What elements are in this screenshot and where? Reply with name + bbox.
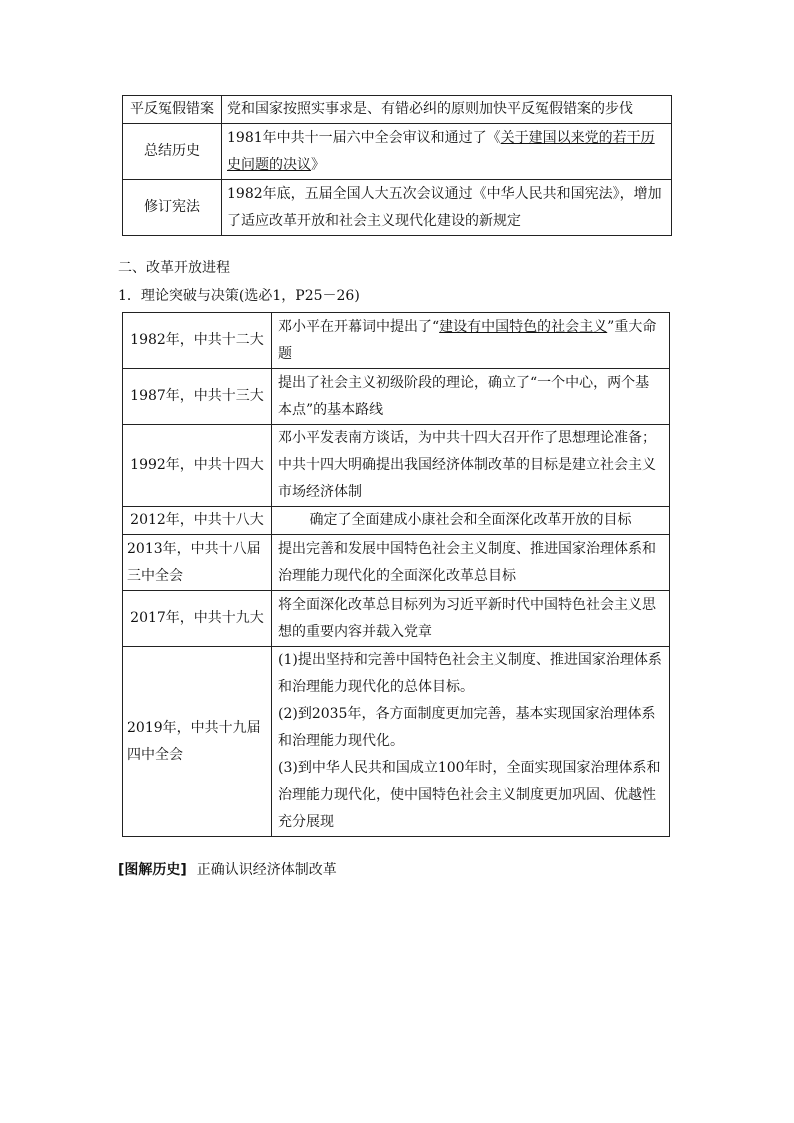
table-row	[123, 124, 672, 180]
table-key-cell: 2017年，中共十九大	[123, 591, 272, 647]
value-text: 》	[311, 156, 325, 173]
underlined-document-title: 关于建国以来党的若干历史问题的决议	[227, 129, 655, 173]
table-row	[123, 535, 670, 591]
table-key-cell: 2019年，中共十九届四中全会	[123, 647, 272, 837]
value-text: ”重大命题	[278, 318, 657, 362]
table-value-cell: 确定了全面建成小康社会和全面深化改革开放的目标	[272, 507, 670, 535]
table-row	[123, 369, 670, 425]
table-value-cell: 将全面深化改革总目标列为习近平新时代中国特色社会主义思想的重要内容并载入党章	[272, 591, 670, 647]
table-key-cell: 总结历史	[123, 124, 222, 180]
table-key-cell: 修订宪法	[123, 180, 222, 236]
list-item: (1)提出坚持和完善中国特色社会主义制度、推进国家治理体系和治理能力现代化的总体目标。	[278, 652, 662, 695]
table-value-cell: 党和国家按照实事求是、有错必纠的原则加快平反冤假错案的步伐	[222, 96, 672, 124]
table-value-cell	[272, 647, 670, 837]
table-value-cell: 1982年底，五届全国人大五次会议通过《中华人民共和国宪法》，增加了适应改革开放和社会主义现代化建设的新规定	[222, 180, 672, 236]
table-value-cell: 提出了社会主义初级阶段的理论，确立了“一个中心，两个基本点”的基本路线	[272, 369, 670, 425]
reform-measures-table	[122, 95, 672, 236]
table-key-cell: 1987年，中共十三大	[123, 369, 272, 425]
section-title: 正确认识经济体制改革	[196, 862, 337, 878]
table-row	[123, 96, 672, 124]
underlined-phrase: 建设有中国特色的社会主义	[439, 318, 608, 335]
value-text: 邓小平在开幕词中提出了“	[278, 318, 440, 335]
section-tag: [图解历史]	[118, 862, 187, 878]
table-key-cell: 平反冤假错案	[123, 96, 222, 124]
table-key-cell: 2012年，中共十八大	[123, 507, 272, 535]
table-key-cell: 2013年，中共十八届三中全会	[123, 535, 272, 591]
table-row	[123, 313, 670, 369]
list-item: (2)到2035年，各方面制度更加完善，基本实现国家治理体系和治理能力现代化。	[278, 706, 656, 749]
table-key-cell: 1982年，中共十二大	[123, 313, 272, 369]
table-value-cell	[222, 124, 672, 180]
sub-heading: 1．理论突破与决策(选必1，P25－26)	[118, 288, 360, 304]
table-row	[123, 591, 670, 647]
table-value-cell: 邓小平发表南方谈话，为中共十四大召开作了思想理论准备；中共十四大明确提出我国经济体制改革的目标是建立社会主义市场经济体制	[272, 425, 670, 507]
section-heading: 二、改革开放进程	[118, 260, 230, 276]
illustrated-history-heading	[118, 860, 337, 880]
table-value-cell: 提出完善和发展中国特色社会主义制度、推进国家治理体系和治理能力现代化的全面深化改革总目标	[272, 535, 670, 591]
value-text: 1981年中共十一届六中全会审议和通过了《	[227, 129, 501, 146]
table-row	[123, 647, 670, 837]
reform-timeline-table	[122, 312, 670, 837]
table-row	[123, 425, 670, 507]
table-key-cell: 1992年，中共十四大	[123, 425, 272, 507]
table-value-cell	[272, 313, 670, 369]
table-row	[123, 180, 672, 236]
list-item: (3)到中华人民共和国成立100年时，全面实现国家治理体系和治理能力现代化，使中国特色社会主义制度更加巩固、优越性充分展现	[278, 760, 661, 830]
table-row	[123, 507, 670, 535]
